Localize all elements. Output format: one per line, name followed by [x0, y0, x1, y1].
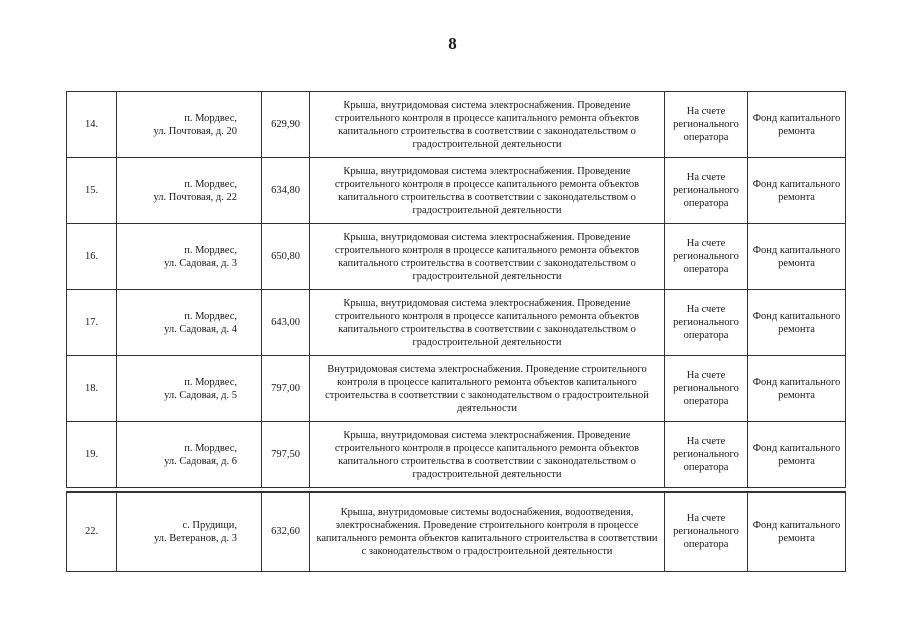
- deadline-cell: На счете регионального оператора: [665, 492, 748, 571]
- table-row: [67, 92, 846, 158]
- area-cell: 634,80: [262, 158, 310, 224]
- funding-source-cell: Фонд капитального ремонта: [748, 290, 846, 356]
- works-cell: Крыша, внутридомовая система электроснабжения. Проведение строительного контроля в процессе капитального ремонта объектов капитального строительства в соответствии с законодательством о градостроительной деятельности: [310, 92, 665, 158]
- funding-source-cell: Фонд капитального ремонта: [748, 158, 846, 224]
- address-line-street: ул. Ветеранов, д. 3: [153, 532, 237, 544]
- works-cell: Крыша, внутридомовая система электроснабжения. Проведение строительного контроля в процессе капитального ремонта объектов капитального строительства в соответствии с законодательством о градостроительной деятельности: [310, 422, 665, 488]
- address-cell: [117, 224, 262, 290]
- address-line-street: ул. Садовая, д. 5: [164, 389, 237, 401]
- address-line-settlement: с. Прудищи,: [182, 519, 237, 531]
- address-line-street: ул. Садовая, д. 4: [164, 323, 237, 335]
- table-row: [67, 356, 846, 422]
- deadline-cell: На счете регионального оператора: [665, 356, 748, 422]
- funding-source-cell: Фонд капитального ремонта: [748, 492, 846, 571]
- repair-table: [66, 91, 846, 488]
- row-number: 16.: [67, 224, 117, 290]
- area-cell: 632,60: [262, 492, 310, 571]
- row-number: 14.: [67, 92, 117, 158]
- table-row: [67, 492, 846, 571]
- works-cell: Крыша, внутридомовая система электроснабжения. Проведение строительного контроля в процессе капитального ремонта объектов капитального строительства в соответствии с законодательством о градостроительной деятельности: [310, 224, 665, 290]
- deadline-cell: На счете регионального оператора: [665, 422, 748, 488]
- page-number: 8: [448, 34, 457, 53]
- address-line-settlement: п. Мордвес,: [184, 376, 237, 388]
- area-cell: 650,80: [262, 224, 310, 290]
- funding-source-cell: Фонд капитального ремонта: [748, 422, 846, 488]
- deadline-cell: На счете регионального оператора: [665, 290, 748, 356]
- works-cell: Крыша, внутридомовая система электроснабжения. Проведение строительного контроля в процессе капитального ремонта объектов капитального строительства в соответствии с законодательством о градостроительной деятельности: [310, 158, 665, 224]
- address-line-settlement: п. Мордвес,: [184, 178, 237, 190]
- address-cell: [117, 158, 262, 224]
- deadline-cell: На счете регионального оператора: [665, 158, 748, 224]
- table-row: [67, 422, 846, 488]
- address-line-settlement: п. Мордвес,: [184, 244, 237, 256]
- address-cell: [117, 356, 262, 422]
- area-cell: 629,90: [262, 92, 310, 158]
- row-number: 19.: [67, 422, 117, 488]
- works-cell: Крыша, внутридомовые системы водоснабжения, водоотведения, электроснабжения. Проведение строительного контроля в процессе капитального ремонта объектов капитального строительства в соответствии с законодательством о градостроительной деятельности: [310, 492, 665, 571]
- address-line-street: ул. Садовая, д. 3: [164, 257, 237, 269]
- row-number: 17.: [67, 290, 117, 356]
- address-line-street: ул. Почтовая, д. 20: [153, 125, 237, 137]
- funding-source-cell: Фонд капитального ремонта: [748, 224, 846, 290]
- address-line-street: ул. Почтовая, д. 22: [153, 191, 237, 203]
- repair-table-continued: [66, 491, 846, 572]
- works-cell: Внутридомовая система электроснабжения. Проведение строительного контроля в процессе капитального ремонта объектов капитального строительства в соответствии с законодательством о градостроительной деятельности: [310, 356, 665, 422]
- address-line-settlement: п. Мордвес,: [184, 442, 237, 454]
- area-cell: 643,00: [262, 290, 310, 356]
- funding-source-cell: Фонд капитального ремонта: [748, 92, 846, 158]
- deadline-cell: На счете регионального оператора: [665, 224, 748, 290]
- address-line-settlement: п. Мордвес,: [184, 310, 237, 322]
- row-number: 15.: [67, 158, 117, 224]
- address-cell: [117, 422, 262, 488]
- row-number: 18.: [67, 356, 117, 422]
- area-cell: 797,50: [262, 422, 310, 488]
- funding-source-cell: Фонд капитального ремонта: [748, 356, 846, 422]
- table-row: [67, 224, 846, 290]
- address-cell: [117, 290, 262, 356]
- area-cell: 797,00: [262, 356, 310, 422]
- row-number: 22.: [67, 492, 117, 571]
- address-cell: [117, 492, 262, 571]
- works-cell: Крыша, внутридомовая система электроснабжения. Проведение строительного контроля в процессе капитального ремонта объектов капитального строительства в соответствии с законодательством о градостроительной деятельности: [310, 290, 665, 356]
- deadline-cell: На счете регионального оператора: [665, 92, 748, 158]
- table-row: [67, 290, 846, 356]
- table-row: [67, 158, 846, 224]
- address-cell: [117, 92, 262, 158]
- address-line-settlement: п. Мордвес,: [184, 112, 237, 124]
- address-line-street: ул. Садовая, д. 6: [164, 455, 237, 467]
